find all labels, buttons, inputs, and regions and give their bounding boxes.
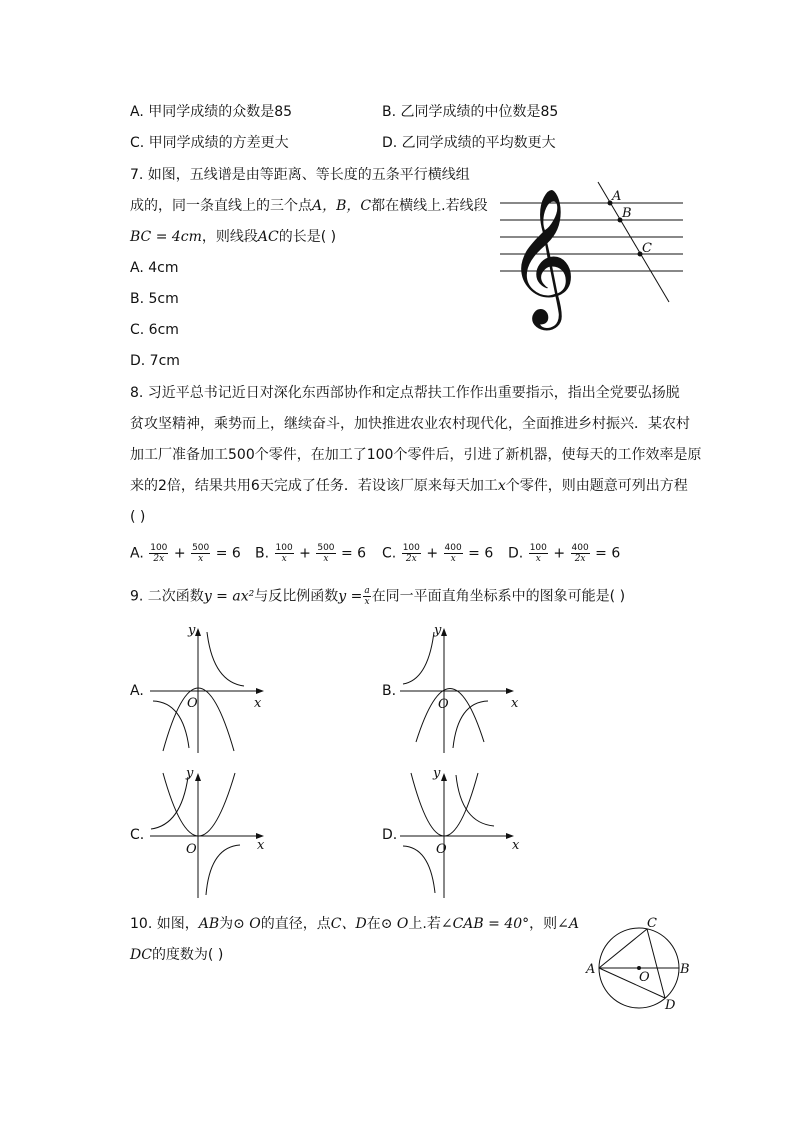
svg-text:O: O (639, 970, 650, 985)
q6-option-a: A. 甲同学成绩的众数是85 (130, 104, 293, 120)
svg-text:y: y (434, 623, 442, 638)
q6-option-d: D. 乙同学成绩的平均数更大 (382, 135, 556, 151)
q7-option-b: B. 5cm (130, 291, 179, 307)
q8-line4: 来的2倍，结果共用6天完成了任务．若设该厂原来每天加工x个零件，则由题意可列出方程 (130, 478, 688, 494)
svg-text:O: O (187, 696, 198, 711)
q10-line2: DC的度数为( ) (130, 947, 224, 963)
q7-staff-figure (495, 168, 695, 324)
q9-option-c-label: C. (130, 827, 145, 843)
svg-text:D: D (665, 998, 676, 1013)
q8-line5: ( ) (130, 509, 146, 525)
q9-graph-a (148, 620, 278, 755)
svg-text:y: y (188, 623, 196, 638)
svg-text:x: x (257, 838, 265, 853)
q8-option-c: C. $\frac{100}{2x}$ + $\frac{400}{x}$ = 6 (382, 543, 494, 564)
q9-graph-c (148, 765, 278, 900)
svg-text:O: O (438, 697, 449, 712)
q7-option-c: C. 6cm (130, 322, 179, 338)
svg-text:x: x (511, 696, 519, 711)
svg-text:B: B (680, 962, 690, 977)
q10-line1: 10. 如图，AB为⊙ O的直径，点C、D在⊙ O上.若∠CAB = 40°，则∠A (130, 916, 579, 932)
q8-option-d: D. $\frac{100}{x}$ + $\frac{400}{2x}$ = 6 (508, 543, 621, 564)
q9-option-d-label: D. (382, 827, 398, 843)
svg-text:O: O (436, 842, 447, 857)
q10-circle-figure (585, 912, 695, 1012)
q7-option-a: A. 4cm (130, 260, 179, 276)
q6-option-b: B. 乙同学成绩的中位数是85 (382, 104, 559, 120)
svg-text:y: y (186, 766, 194, 781)
q7-option-d: D. 7cm (130, 353, 180, 369)
q6-option-c: C. 甲同学成绩的方差更大 (130, 135, 289, 151)
q9-graph-b (398, 620, 528, 755)
q9-stem: 9. 二次函数y = ax²与反比例函数y = $\frac{a}{x}$ 在同一平面直角坐标系中的图象可能是( ) (130, 586, 626, 607)
q9-option-a-label: A. (130, 683, 144, 699)
treble-clef-icon: 𝄞 (507, 186, 577, 324)
q8-line1: 8. 习近平总书记近日对深化东西部协作和定点帮扶工作作出重要指示，指出全党要弘扬脱 (130, 385, 680, 401)
svg-text:A: A (586, 962, 596, 977)
q7-line1: 7. 如图，五线谱是由等距离、等长度的五条平行横线组 (130, 167, 470, 183)
q9-graph-d (398, 765, 528, 900)
svg-text:x: x (512, 838, 520, 853)
point-c-label: C (642, 241, 652, 256)
svg-text:O: O (186, 842, 197, 857)
q8-line3: 加工厂准备加工500个零件，在加工了100个零件后，引进了新机器，使每天的工作效率是原 (130, 447, 702, 463)
q7-line3: BC = 4cm，则线段AC的长是( ) (130, 229, 337, 245)
svg-text:C: C (647, 916, 657, 931)
point-a-label: A (612, 189, 622, 204)
svg-text:x: x (254, 696, 262, 711)
q8-option-a: A. $\frac{100}{2x}$ + $\frac{500}{x}$ = 6 (130, 543, 241, 564)
q8-option-b: B. $\frac{100}{x}$ + $\frac{500}{x}$ = 6 (255, 543, 367, 564)
q9-option-b-label: B. (382, 683, 397, 699)
svg-text:y: y (433, 766, 441, 781)
q8-line2: 贫攻坚精神，乘势而上，继续奋斗，加快推进农业农村现代化，全面推进乡村振兴．某农村 (130, 416, 690, 432)
point-b-label: B (622, 206, 632, 221)
q7-line2: 成的，同一条直线上的三个点A，B，C都在横线上.若线段 (130, 198, 488, 214)
